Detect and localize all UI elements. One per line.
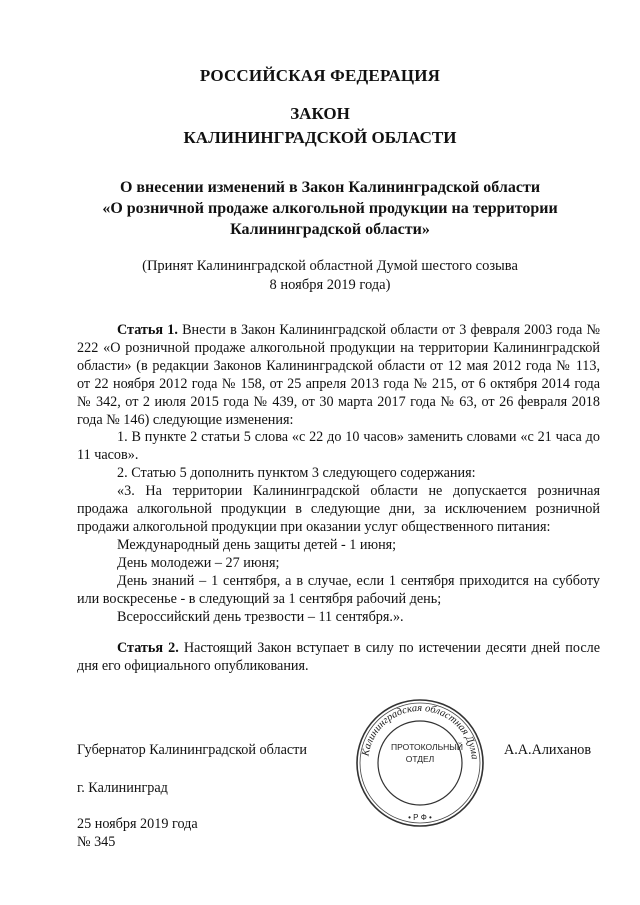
day-knowledge: День знаний – 1 сентября, а в случае, если 1 сентября приходится на субботу или воскресенье - в следующий за 1 сентября рабочий день; — [77, 572, 600, 607]
day-sobriety: Всероссийский день трезвости – 11 сентября.». — [117, 608, 404, 625]
law-title-line1: О внесении изменений в Закон Калининградской области — [119, 179, 541, 196]
seal-ring-text: Калининградская областная Дума — [360, 702, 480, 761]
article-2 — [77, 640, 600, 676]
official-seal — [354, 697, 486, 829]
signing-date: 25 ноября 2019 года — [77, 816, 198, 832]
law-body — [77, 322, 600, 676]
law-heading-line1: ЗАКОН — [290, 104, 350, 123]
seal-center — [391, 741, 463, 781]
article-2-text: Настоящий Закон вступает в силу по истечении десяти дней после дня его официального опубликования. — [77, 640, 600, 675]
law-title — [60, 177, 600, 240]
day-youth: День молодежи – 27 июня; — [117, 554, 280, 571]
federation-heading: РОССИЙСКАЯ ФЕДЕРАЦИЯ — [199, 66, 441, 85]
article-1-item-2: 2. Статью 5 дополнить пунктом 3 следующего содержания: — [117, 465, 476, 482]
law-title-line3: Калининградской области» — [230, 221, 430, 238]
adoption-note-line1: (Принят Калининградской областной Думой шестого созыва — [142, 258, 518, 274]
article-1-item-3: «3. На территории Калининградской области не допускается розничная продажа алкогольной продукции в следующие дни, за исключением розничной продажи алкогольной продукции при оказании услуг общественного питания: — [77, 483, 600, 535]
seal-bottom-text: • Р Ф • — [408, 813, 432, 822]
law-heading — [0, 102, 640, 150]
law-number: № 345 — [77, 834, 116, 850]
city: г. Калининград — [77, 780, 168, 796]
law-title-line2: «О розничной продаже алкогольной продукции на территории — [102, 200, 558, 217]
seal-center-line1: ПРОТОКОЛЬНЫЙ — [391, 742, 463, 752]
article-1-label: Статья 1. — [117, 322, 178, 338]
article-1 — [77, 322, 600, 429]
article-1-text: Внести в Закон Калининградской области от 3 февраля 2003 года № 222 «О розничной продаже алкогольной продукции на территории Калининградской области» (в редакции Законов Калининградской области от 12 мая 2012 года № 113, от 22 ноября 2012 года № 158, от 25 апреля 2013 года № 215, от 6 октября 2014 года № 342, от 2 июля 2015 года № 439, от 30 марта 2017 года № 63, от 26 февраля 2018 года № 146) следующие изменения: — [77, 322, 600, 428]
article-1-item-1: 1. В пункте 2 статьи 5 слова «с 22 до 10 часов» заменить словами «с 21 часа до 11 часов». — [77, 429, 600, 464]
law-heading-line2: КАЛИНИНГРАДСКОЙ ОБЛАСТИ — [183, 128, 457, 147]
governor-name: А.А.Алиханов — [504, 742, 592, 758]
adoption-note-line2: 8 ноября 2019 года) — [269, 277, 391, 293]
day-children: Международный день защиты детей - 1 июня; — [117, 536, 397, 553]
governor-title: Губернатор Калининградской области — [77, 742, 307, 758]
adoption-note — [80, 257, 580, 295]
article-2-label: Статья 2. — [117, 640, 179, 657]
seal-center-line2: ОТДЕЛ — [405, 754, 435, 764]
